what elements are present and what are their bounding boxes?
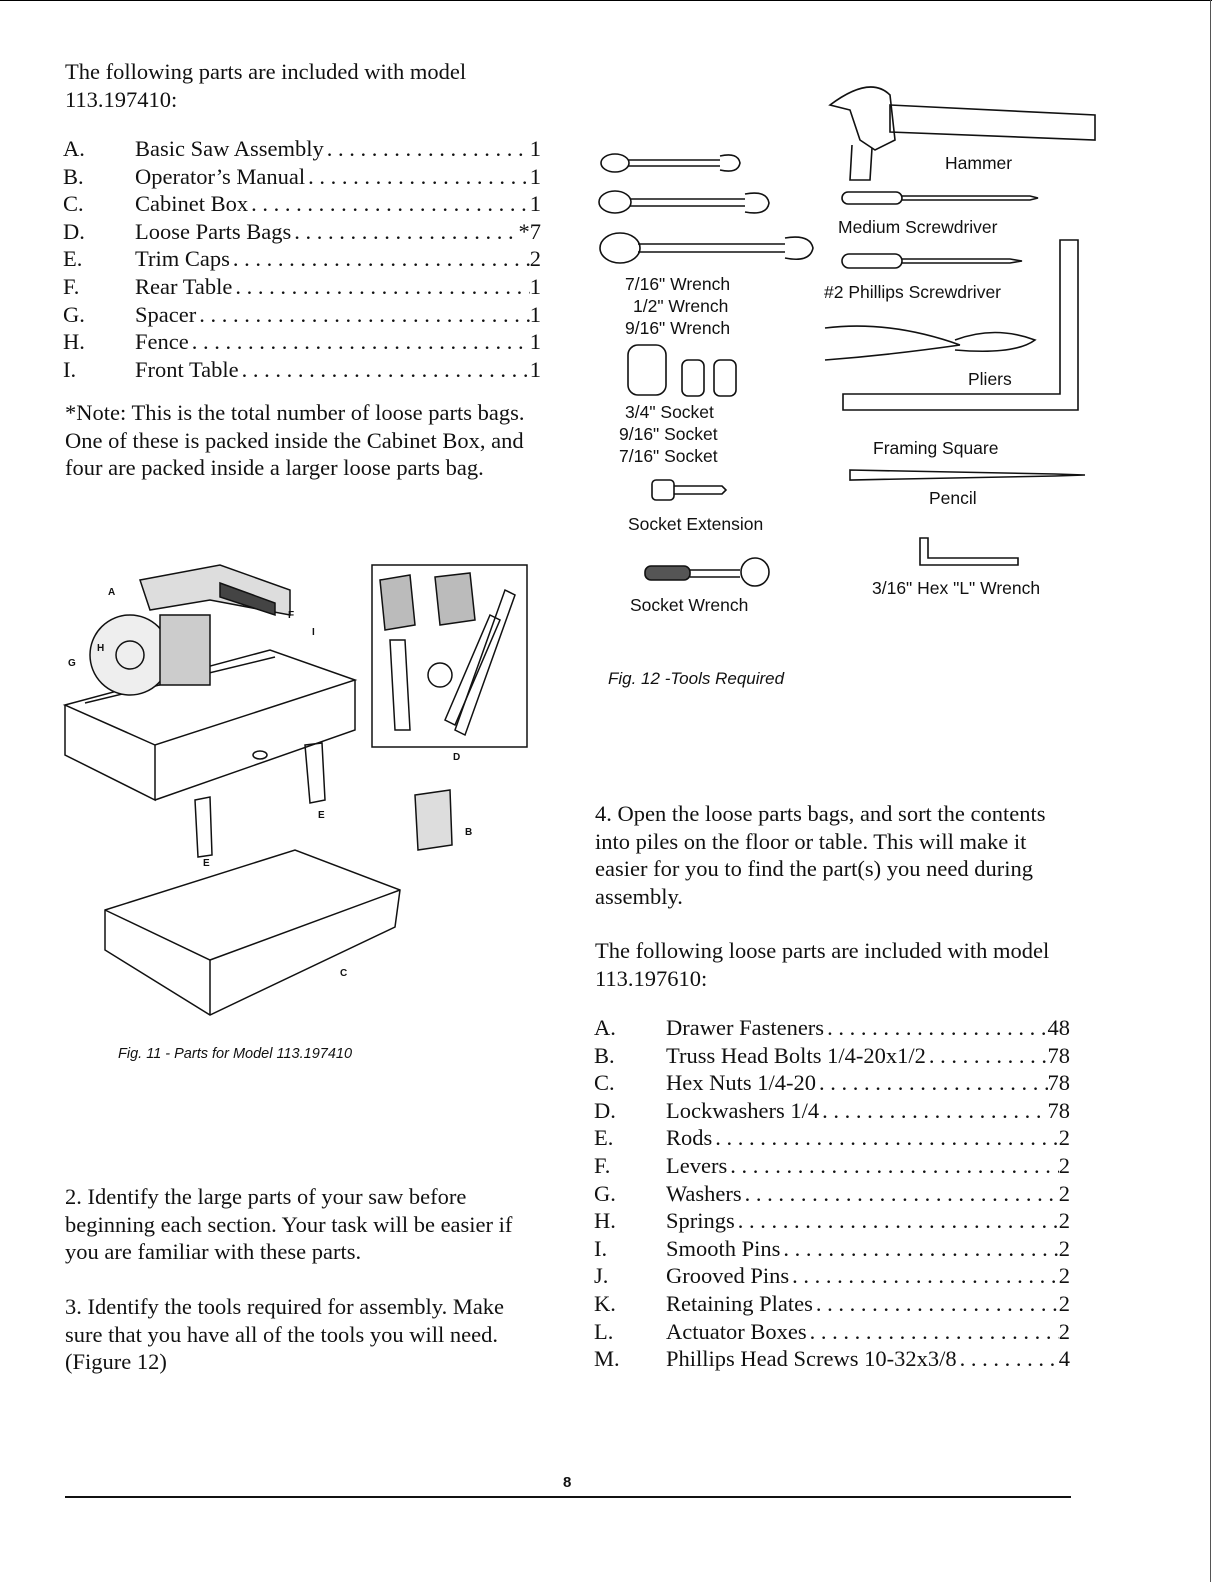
item-name: Trim Caps (135, 246, 230, 272)
item-letter: A. (63, 136, 85, 161)
leader-dots (712, 1124, 1058, 1152)
loose-parts-intro: The following loose parts are included with model 113.197610: (595, 938, 1050, 991)
item-qty: 2 (1058, 1235, 1070, 1261)
leader-dots (742, 1180, 1059, 1208)
list-item (63, 328, 541, 356)
leader-dots (789, 1262, 1059, 1290)
wrench-icon (600, 233, 813, 263)
item-qty: 2 (1058, 1290, 1070, 1316)
figure-11-caption: Fig. 11 - Parts for Model 113.197410 (118, 1046, 353, 1062)
item-qty: 78 (1047, 1070, 1070, 1096)
item-name: Rear Table (135, 273, 233, 299)
list-item (594, 1345, 1070, 1373)
item-name: Rods (666, 1125, 713, 1151)
leader-dots (735, 1207, 1059, 1235)
leader-dots (324, 135, 530, 163)
list-item (594, 1124, 1070, 1152)
item-name: Smooth Pins (666, 1235, 781, 1261)
leader-dots (189, 328, 530, 356)
item-letter: G. (594, 1180, 616, 1206)
list-item (63, 245, 541, 273)
item-qty: 48 (1047, 1015, 1070, 1040)
list-item (594, 1235, 1070, 1263)
item-letter: I. (63, 356, 77, 382)
wrench-icon (599, 191, 769, 213)
pencil-icon (850, 470, 1085, 480)
item-letter: E. (63, 246, 83, 272)
item-letter: F. (594, 1152, 611, 1178)
list-item (594, 1069, 1070, 1097)
socket-icon (628, 345, 736, 396)
step-4-text: 4. Open the loose parts bags, and sort the contents into piles on the floor or table. This will make it easier for you to find the part(s) you need during assembly. (595, 801, 1046, 909)
step-2-text: 2. Identify the large parts of your saw before beginning each section. Your task will be easier if you are familiar with these parts. (65, 1184, 513, 1264)
item-name: Spacer (135, 301, 197, 327)
item-letter: I. (594, 1235, 608, 1261)
list-item (594, 1207, 1070, 1235)
list-item (594, 1152, 1070, 1180)
item-letter: F. (63, 273, 80, 299)
phillips-screwdriver-icon (842, 254, 1022, 268)
item-letter: A. (594, 1015, 616, 1040)
socket-label-7-16: 7/16" Socket (619, 446, 718, 466)
parts-list (63, 135, 541, 383)
step-3-text: 3. Identify the tools required for assembly. Make sure that you have all of the tools you will need. (Figure 12) (65, 1294, 505, 1374)
item-qty: 1 (529, 136, 541, 161)
callout-i: I (312, 627, 315, 638)
callout-e1: E (318, 810, 325, 821)
item-letter: G. (63, 301, 85, 327)
item-name: Lockwashers 1/4 (666, 1097, 820, 1123)
list-item (63, 135, 541, 163)
top-border (0, 0, 1212, 1)
callout-d: D (453, 752, 461, 763)
item-letter: H. (63, 329, 85, 355)
leader-dots (813, 1290, 1059, 1318)
item-qty: 1 (529, 163, 541, 189)
item-name: Basic Saw Assembly (135, 136, 324, 161)
leader-dots (780, 1235, 1058, 1263)
pliers-icon (825, 326, 1035, 360)
item-name: Washers (666, 1180, 742, 1206)
socket-extension-icon (652, 480, 726, 500)
list-item (63, 163, 541, 191)
item-name: Levers (666, 1152, 728, 1178)
leader-dots (248, 190, 530, 218)
list-item (594, 1042, 1070, 1070)
item-name: Loose Parts Bags (135, 218, 292, 244)
item-name: Springs (666, 1208, 735, 1234)
item-qty: 2 (1058, 1318, 1070, 1344)
list-item (63, 190, 541, 218)
parts-note: *Note: This is the total number of loose parts bags. One of these is packed inside the Cabinet Box, and four are packed inside a larger loose parts bag. (65, 400, 525, 480)
leader-dots (230, 245, 530, 273)
item-name: Hex Nuts 1/4-20 (666, 1070, 816, 1096)
figure-11-parts-illustration (60, 555, 540, 1025)
leader-dots (819, 1097, 1047, 1125)
phillips-screwdriver-label: #2 Phillips Screwdriver (824, 282, 1002, 302)
medium-screwdriver-label: Medium Screwdriver (838, 217, 998, 237)
leader-dots (291, 218, 518, 246)
item-qty: 1 (529, 329, 541, 355)
framing-square-label: Framing Square (873, 438, 999, 458)
wrench-icon (601, 154, 740, 172)
list-item (594, 1014, 1070, 1042)
item-name: Grooved Pins (666, 1263, 790, 1289)
right-border (1210, 0, 1211, 1582)
leader-dots (305, 163, 530, 191)
item-letter: H. (594, 1208, 616, 1234)
item-letter: D. (63, 218, 85, 244)
hex-wrench-label: 3/16" Hex "L" Wrench (872, 578, 1041, 598)
item-qty: 4 (1058, 1346, 1070, 1372)
parts-intro: The following parts are included with model 113.197410: (65, 59, 467, 112)
socket-label-3-4: 3/4" Socket (625, 402, 714, 422)
callout-h: H (97, 643, 105, 654)
item-letter: M. (594, 1346, 620, 1372)
leader-dots (727, 1152, 1059, 1180)
item-letter: C. (594, 1070, 615, 1096)
wrench-label-1-2: 1/2" Wrench (633, 296, 729, 316)
item-letter: D. (594, 1097, 616, 1123)
list-item (594, 1262, 1070, 1290)
item-qty: 2 (1058, 1208, 1070, 1234)
socket-label-9-16: 9/16" Socket (619, 424, 718, 444)
leader-dots (232, 273, 529, 301)
item-name: Phillips Head Screws 10-32x3/8 (666, 1346, 957, 1372)
item-qty: 2 (1058, 1180, 1070, 1206)
item-qty: 1 (529, 301, 541, 327)
list-item (63, 273, 541, 301)
item-name: Drawer Fasteners (666, 1015, 825, 1040)
footer-rule (65, 1496, 1071, 1498)
item-name: Retaining Plates (666, 1290, 813, 1316)
list-item (594, 1318, 1070, 1346)
hex-wrench-icon (920, 538, 1018, 565)
hammer-label: Hammer (945, 153, 1013, 173)
item-name: Actuator Boxes (666, 1318, 807, 1344)
figure-12-caption: Fig. 12 -Tools Required (608, 669, 785, 688)
callout-e2: E (203, 858, 210, 869)
leader-dots (196, 301, 530, 329)
list-item (63, 356, 541, 384)
item-name: Truss Head Bolts 1/4-20x1/2 (666, 1042, 926, 1068)
item-letter: C. (63, 191, 84, 217)
item-qty: 2 (529, 246, 541, 272)
loose-parts-list (594, 1014, 1070, 1373)
callout-c: C (340, 968, 348, 979)
list-item (594, 1097, 1070, 1125)
list-item (63, 301, 541, 329)
item-name: Front Table (135, 356, 239, 382)
pencil-label: Pencil (929, 488, 977, 508)
framing-square-icon (843, 240, 1078, 410)
item-letter: E. (594, 1125, 614, 1151)
leader-dots (824, 1014, 1047, 1042)
callout-f: F (288, 610, 295, 621)
item-qty: 78 (1047, 1097, 1070, 1123)
item-qty: 78 (1047, 1042, 1070, 1068)
page-number: 8 (563, 1474, 572, 1491)
list-item (594, 1180, 1070, 1208)
socket-extension-label: Socket Extension (628, 514, 764, 534)
wrench-label-9-16: 9/16" Wrench (625, 318, 731, 338)
item-name: Operator’s Manual (135, 163, 306, 189)
list-item (594, 1290, 1070, 1318)
callout-g: G (68, 658, 76, 669)
leader-dots (957, 1345, 1059, 1373)
item-qty: *7 (518, 218, 541, 244)
tools-drawing (590, 70, 1090, 630)
item-letter: B. (594, 1042, 615, 1068)
item-letter: K. (594, 1290, 616, 1316)
item-qty: 2 (1058, 1263, 1070, 1289)
leader-dots (926, 1042, 1048, 1070)
leader-dots (816, 1069, 1048, 1097)
leader-dots (239, 356, 530, 384)
item-qty: 1 (529, 273, 541, 299)
pliers-label: Pliers (968, 369, 1012, 389)
item-letter: B. (63, 163, 84, 189)
socket-wrench-icon (645, 558, 769, 586)
screwdriver-icon (842, 192, 1038, 204)
callout-b: B (465, 827, 473, 838)
list-item (63, 218, 541, 246)
item-name: Fence (135, 329, 189, 355)
item-qty: 2 (1058, 1125, 1070, 1151)
saw-parts-drawing (60, 555, 540, 1025)
item-qty: 2 (1058, 1152, 1070, 1178)
item-letter: L. (594, 1318, 614, 1344)
wrench-label-7-16: 7/16" Wrench (625, 274, 731, 294)
item-letter: J. (594, 1263, 609, 1289)
socket-wrench-label: Socket Wrench (630, 595, 749, 615)
figure-12-tools (590, 70, 1090, 630)
item-qty: 1 (529, 356, 541, 382)
item-name: Cabinet Box (135, 191, 249, 217)
callout-a: A (108, 587, 116, 598)
item-qty: 1 (529, 191, 541, 217)
leader-dots (807, 1318, 1059, 1346)
